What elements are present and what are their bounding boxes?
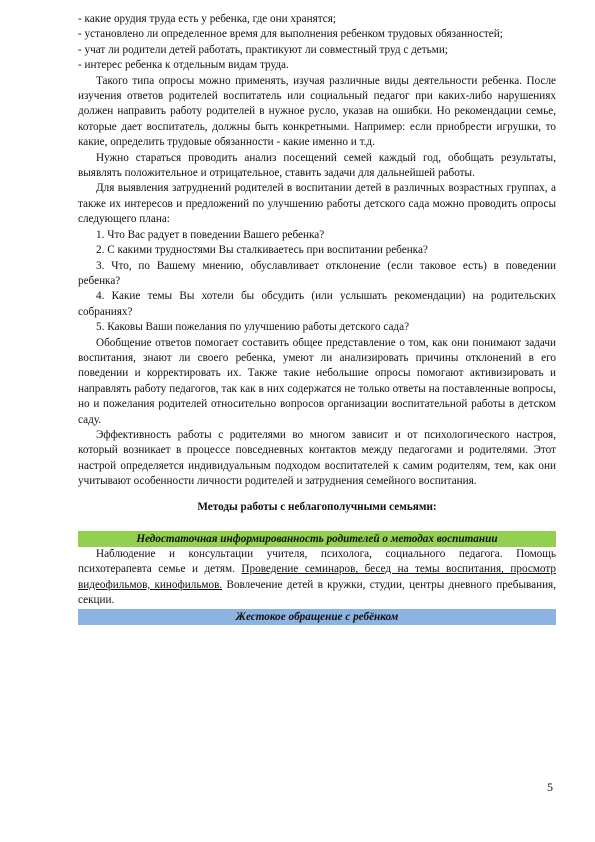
- bullet-time: - установлено ли определенное время для выполнения ребенком трудовых обязанностей;: [78, 28, 503, 41]
- paragraph-analysis: Нужно стараться проводить анализ посещений семей каждый год, обобщать результаты, выявлять положительное и отрицательное, ставить задачи для дальнейшей работы.: [78, 151, 556, 180]
- bullet-joint-work: - учат ли родители детей работать, практикуют ли совместный труд с детьми;: [78, 43, 448, 56]
- page-number: 5: [547, 780, 553, 794]
- underlined-text: Проведение семинаров, бесед на темы воспитания, просмотр видеофильмов, кинофильмов.: [78, 563, 556, 591]
- question-5: 5. Каковы Ваши пожелания по улучшению работы детского сада?: [96, 321, 410, 334]
- text-part-a: Наблюдение и консультации учителя, психолога, социального педагога. Помощь психотерапевта семье и детям.: [78, 548, 556, 576]
- document-page: [78, 12, 556, 625]
- section-title-informedness: Недостаточная информированность родителей о методах воспитании: [78, 531, 556, 547]
- paragraph-questionnaire: Для выявления затруднений родителей в воспитании детей в различных возрастных группах, а также их интересов и предложений по улучшению работы детского сада можно проводить опросы следующего плана:: [78, 182, 556, 226]
- paragraph-efficiency: Эффективность работы с родителями во многом зависит и от психологического настроя, который возникает в процессе повседневных контактов между педагогами и родителями. Этот настрой определяется индивидуальным подходом воспитателей к самим родителям, тем, как они учитывают особенности личности родителей и затруднения семейного воспитания.: [78, 428, 556, 488]
- paragraph-surveys: Такого типа опросы можно применять, изучая различные виды деятельности ребенка. После изучения ответов родителей воспитатель или социальный педагог при каких-либо нарушениях должен направить работу родителей в нужное русло, указав на ошибки. Но рекомендации семье, которые дает воспитатель, должны быть конкретными. Например: если приобрести игрушки, то какие, определить трудовые обязанности - какие именно и т.д.: [78, 74, 556, 149]
- question-1: 1. Что Вас радует в поведении Вашего ребенка?: [96, 228, 325, 241]
- text-part-b: Вовлечение детей в кружки, студии, центры дневного пребывания, секции.: [78, 578, 556, 607]
- section-title-abuse: Жестокое обращение с ребёнком: [78, 609, 556, 625]
- question-4: 4. Какие темы Вы хотели бы обсудить (или услышать рекомендации) на родительских собраниях?: [78, 290, 556, 318]
- bullet-tools: - какие орудия труда есть у ребенка, где они хранятся;: [78, 13, 336, 25]
- bullet-interest: - интерес ребенка к отдельным видам труда.: [78, 59, 289, 72]
- section-text-informedness: [78, 547, 556, 609]
- paragraph-summary: Обобщение ответов помогает составить общее представление о том, как они понимают задачи воспитания, знают ли своего ребенка, умеют ли анализировать причины отклонений в его поведении и корректировать их. Также такие небольшие опросы помогают активизировать и направлять работу педагогов, так как в них содержатся не только ответы на поставленные вопросы, но и пожелания родителей относительно вопросов организации воспитательной работы в детском саду.: [78, 336, 556, 426]
- question-2: 2. С какими трудностями Вы сталкиваетесь при воспитании ребенка?: [96, 244, 428, 257]
- section-heading: Методы работы с неблагополучными семьями:: [197, 500, 437, 513]
- question-3: 3. Что, по Вашему мнению, обуславливает отклонение (если таковое есть) в поведении ребенка?: [78, 259, 556, 287]
